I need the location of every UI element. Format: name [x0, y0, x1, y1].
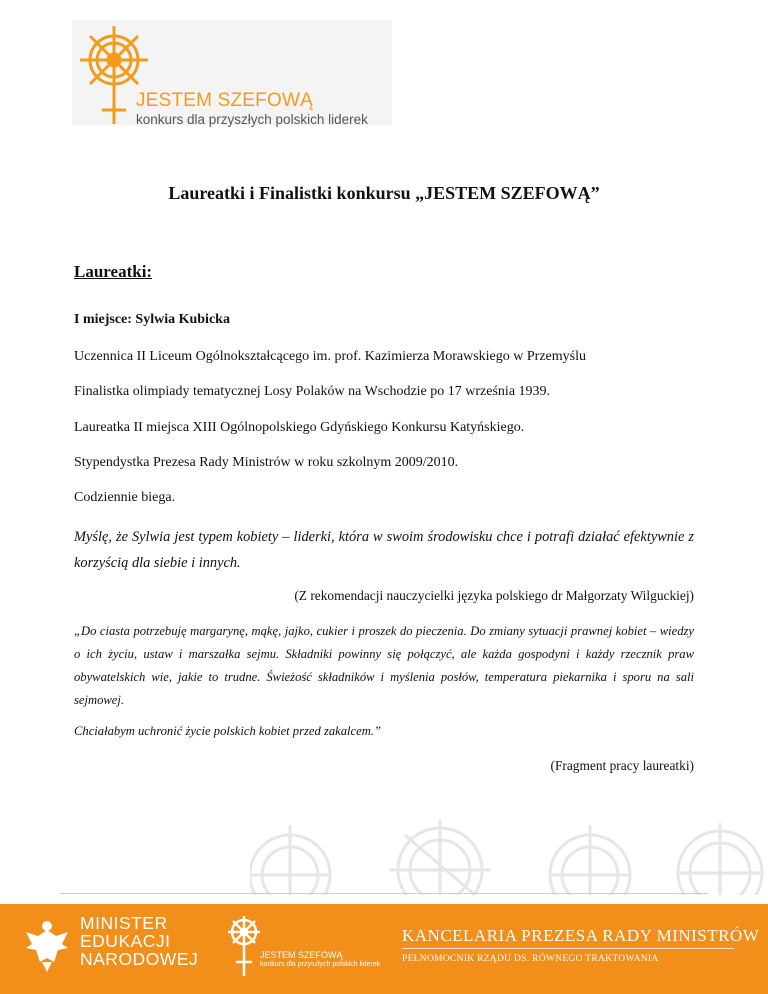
contest-logo	[72, 20, 402, 130]
footer-contest-subtitle: konkurs dla przyszłych polskich liderek	[260, 961, 381, 968]
chancellery-name: KANCELARIA PREZESA RADY MINISTRÓW	[402, 926, 760, 945]
minister-line-1: MINISTER	[80, 913, 168, 933]
document-title: Laureatki i Finalistki konkursu „JESTEM SZEFOWĄ”	[168, 183, 600, 203]
paragraph-olympiad: Finalistka olimpiady tematycznej Losy Polaków na Wschodzie po 17 września 1939.	[74, 384, 551, 399]
essay-source: (Fragment pracy laureatki)	[550, 758, 694, 773]
decorative-wheels-watermark-icon	[250, 815, 768, 895]
minister-line-2: EDUKACJI	[80, 931, 171, 951]
paragraph-scholarship: Stypendystka Prezesa Rady Ministrów w roku szkolnym 2009/2010.	[74, 455, 459, 470]
essay-fragment: „Do ciasta potrzebuję margarynę, mąkę, jajko, cukier i proszek do pieczenia. Do zmiany sytuacji prawnej kobiet – wiedzy o ich życiu, ustaw i marszałka sejmu. Składniki powinny się połączyć, ale każda gospodyni i każdy rzecznik praw obywatelskich wie, jakie to trudne. Świeżość składników i myślenia posłów, temperatura piekarnika i sporu na sali sejmowej.	[74, 624, 694, 707]
footer-banner	[0, 904, 768, 994]
paragraph-laureate: Laureatka II miejsca XIII Ogólnopolskiego Gdyńskiego Konkursu Katyńskiego.	[74, 420, 525, 435]
place-line: I miejsce: Sylwia Kubicka	[74, 312, 230, 327]
ships-wheel-venus-icon	[226, 914, 262, 984]
paragraph-hobby: Codziennie biega.	[74, 490, 176, 505]
logo-title: JESTEM SZEFOWĄ	[136, 90, 313, 111]
recommendation-quote: Myślę, że Sylwia jest typem kobiety – liderki, która w swoim środowisku chce i potrafi działać efektywnie z korzyścią dla siebie i innych.	[74, 529, 694, 571]
footer-contest-title: JESTEM SZEFOWĄ	[260, 950, 343, 960]
chancellery-divider	[402, 948, 734, 949]
essay-closing: Chciałabym uchronić życie polskich kobiet przed zakalcem.”	[74, 724, 381, 738]
footer-divider	[60, 893, 708, 894]
recommendation-source: (Z rekomendacji nauczycielki języka polskiego dr Małgorzaty Wilguckiej)	[294, 588, 694, 603]
minister-line-3: NARODOWEJ	[80, 949, 199, 969]
logo-subtitle: konkurs dla przyszłych polskich liderek	[136, 112, 368, 127]
minister-wordmark	[80, 914, 198, 968]
polish-eagle-emblem-icon	[24, 918, 70, 974]
section-heading: Laureatki:	[74, 262, 153, 281]
plenipotentiary-name: PEŁNOMOCNIK RZĄDU DS. RÓWNEGO TRAKTOWANIA	[402, 954, 659, 964]
paragraph-school: Uczennica II Liceum Ogólnokształcącego im. prof. Kazimierza Morawskiego w Przemyślu	[74, 349, 586, 364]
